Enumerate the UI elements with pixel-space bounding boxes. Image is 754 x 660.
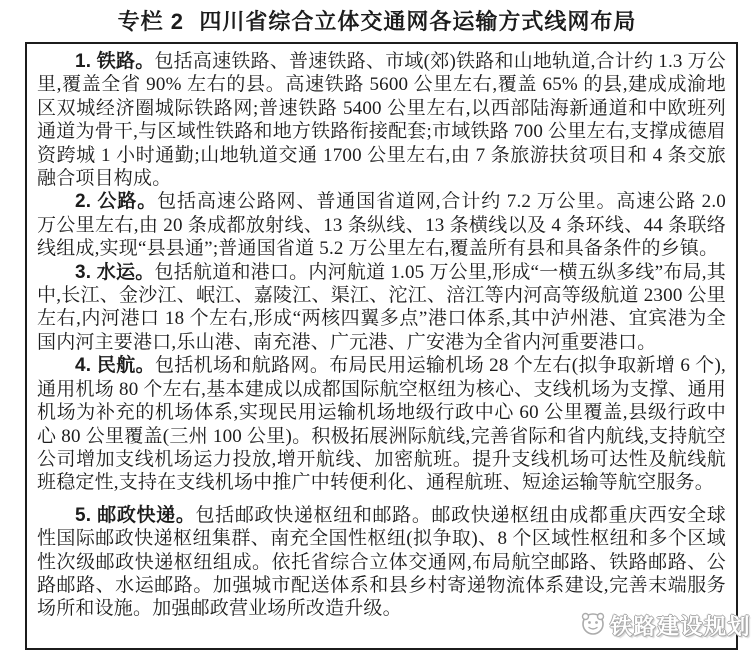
paragraph-highway: [37, 190, 726, 260]
paragraph-highway-label: 2. 公路。: [75, 191, 158, 213]
box-title-label: 专栏 2: [117, 9, 184, 34]
watermark-text: 铁路建设规划: [609, 614, 751, 639]
paragraph-aviation-label: 4. 民航。: [75, 355, 155, 377]
paragraph-railway: [37, 50, 726, 190]
paragraph-aviation: [37, 354, 726, 494]
content-box: [25, 42, 738, 650]
paragraph-waterway-body: 包括航道和港口。内河航道 1.05 万公里,形成“一横五纵多线”布局,其中,长江、金沙江、岷江、嘉陵江、渠江、沱江、涪江等内河高等级航道 2300 公里左右,内河港口 18 个左右,形成“两核四翼多点”港口体系,其中泸州港、宜宾港为全国内河主要港口,乐山港、南充港、广元港、广安港为全省内河重要港口。: [37, 261, 726, 353]
paragraph-railway-body: 包括高速铁路、普速铁路、市域(郊)铁路和山地轨道,合计约 1.3 万公里,覆盖全省 90% 左右的县。高速铁路 5600 公里左右,覆盖 65% 的县,建成成渝地区双城经济圈城际铁路网;普速铁路 5400 公里左右,以西部陆海新通道和中欧班列通道为骨干,与区域性铁路和地方铁路衔接配套;市域铁路 700 公里左右,支撑成德眉资跨城 1 小时通勤;山地轨道交通 1700 公里左右,由 7 条旅游扶贫项目和 4 条交旅融合项目构成。: [37, 51, 727, 190]
paragraph-waterway-label: 3. 水运。: [75, 261, 155, 283]
paragraph-waterway: [37, 261, 726, 355]
paragraph-highway-body: 包括高速公路网、普通国省道网,合计约 7.2 万公里。高速公路 2.0 万公里左右,由 20 条成都放射线、13 条纵线、13 条横线以及 4 条环线、44 条联络线组成,实现“县县通”;普通国省道 5.2 万公里左右,覆盖所有县和具备条件的乡镇。: [37, 191, 726, 260]
box-title-text: 四川省综合立体交通网各运输方式线网布局: [199, 9, 637, 34]
paragraph-postal-body: 包括邮政快递枢纽和邮路。邮政快递枢纽由成都重庆西安全球性国际邮政快递枢纽集群、南充全国性枢纽(拟争取)、8 个区域性枢纽和多个区域性次级邮政快递枢纽组成。依托省综合立体交通网,布局航空邮路、铁路邮路、公路邮路、水运邮路。加强城市配送体系和县乡村寄递物流体系建设,完善末端服务场所和设施。加强邮政营业场所改造升级。: [37, 504, 726, 620]
box-title: [0, 5, 754, 36]
paragraph-postal-label: 5. 邮政快递。: [75, 504, 196, 526]
paragraph-aviation-body: 包括机场和航路网。布局民用运输机场 28 个左右(拟争取新增 6 个),通用机场 80 个左右,基本建成以成都国际航空枢纽为核心、支线机场为支撑、通用机场为补充的机场体系,实现民用运输机场地级行政中心 60 公里覆盖,县级行政中心 80 公里覆盖(三州 100 公里)。积极拓展洲际航线,完善省际和省内航线,支持航空公司增加支线机场运力投放,增开航线、加密航班。提升支线机场可达性及航线航班稳定性,支持在支线机场中推广中转便利化、通程航班、短途运输等航空服务。: [37, 355, 727, 494]
paragraph-postal: [37, 504, 726, 621]
paragraph-railway-label: 1. 铁路。: [75, 51, 155, 72]
